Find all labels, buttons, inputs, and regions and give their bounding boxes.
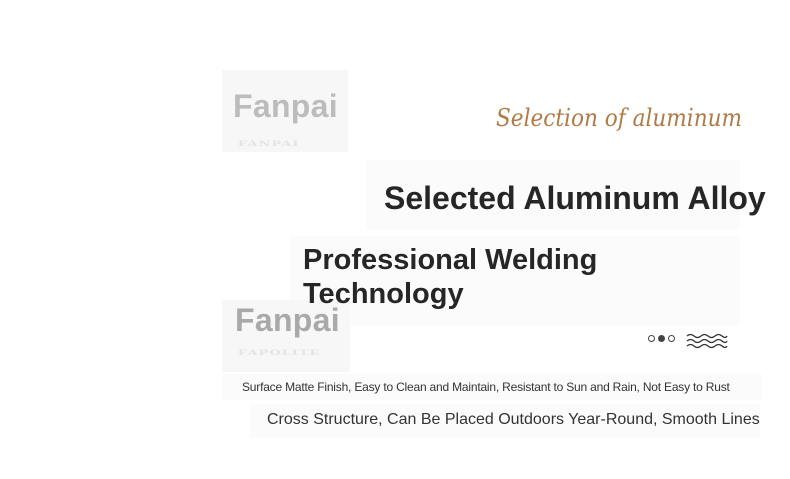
carousel-pager [648,335,675,342]
brand-logo-top: Fanpai [233,88,338,124]
brand-logo-subtext-bottom: FAPOLITE [238,349,321,358]
pager-dot-active[interactable] [658,335,665,342]
brand-logo-subtext-top: FANPAI [238,140,300,149]
feature-finish-text: Surface Matte Finish, Easy to Clean and Maintain, Resistant to Sun and Rain, Not Easy to Rust [242,380,730,394]
pager-dot[interactable] [648,335,655,342]
feature-cross-text: Cross Structure, Can Be Placed Outdoors Year-Round, Smooth Lines [267,411,760,428]
headline-welding-technology: Professional Welding Technology [303,244,598,310]
brand-logo-bottom: Fanpai [235,302,340,338]
headline-aluminum-alloy: Selected Aluminum Alloy [384,180,766,216]
script-title: Selection of aluminum [496,104,742,132]
wave-icon [686,333,728,349]
pager-dot[interactable] [668,335,675,342]
